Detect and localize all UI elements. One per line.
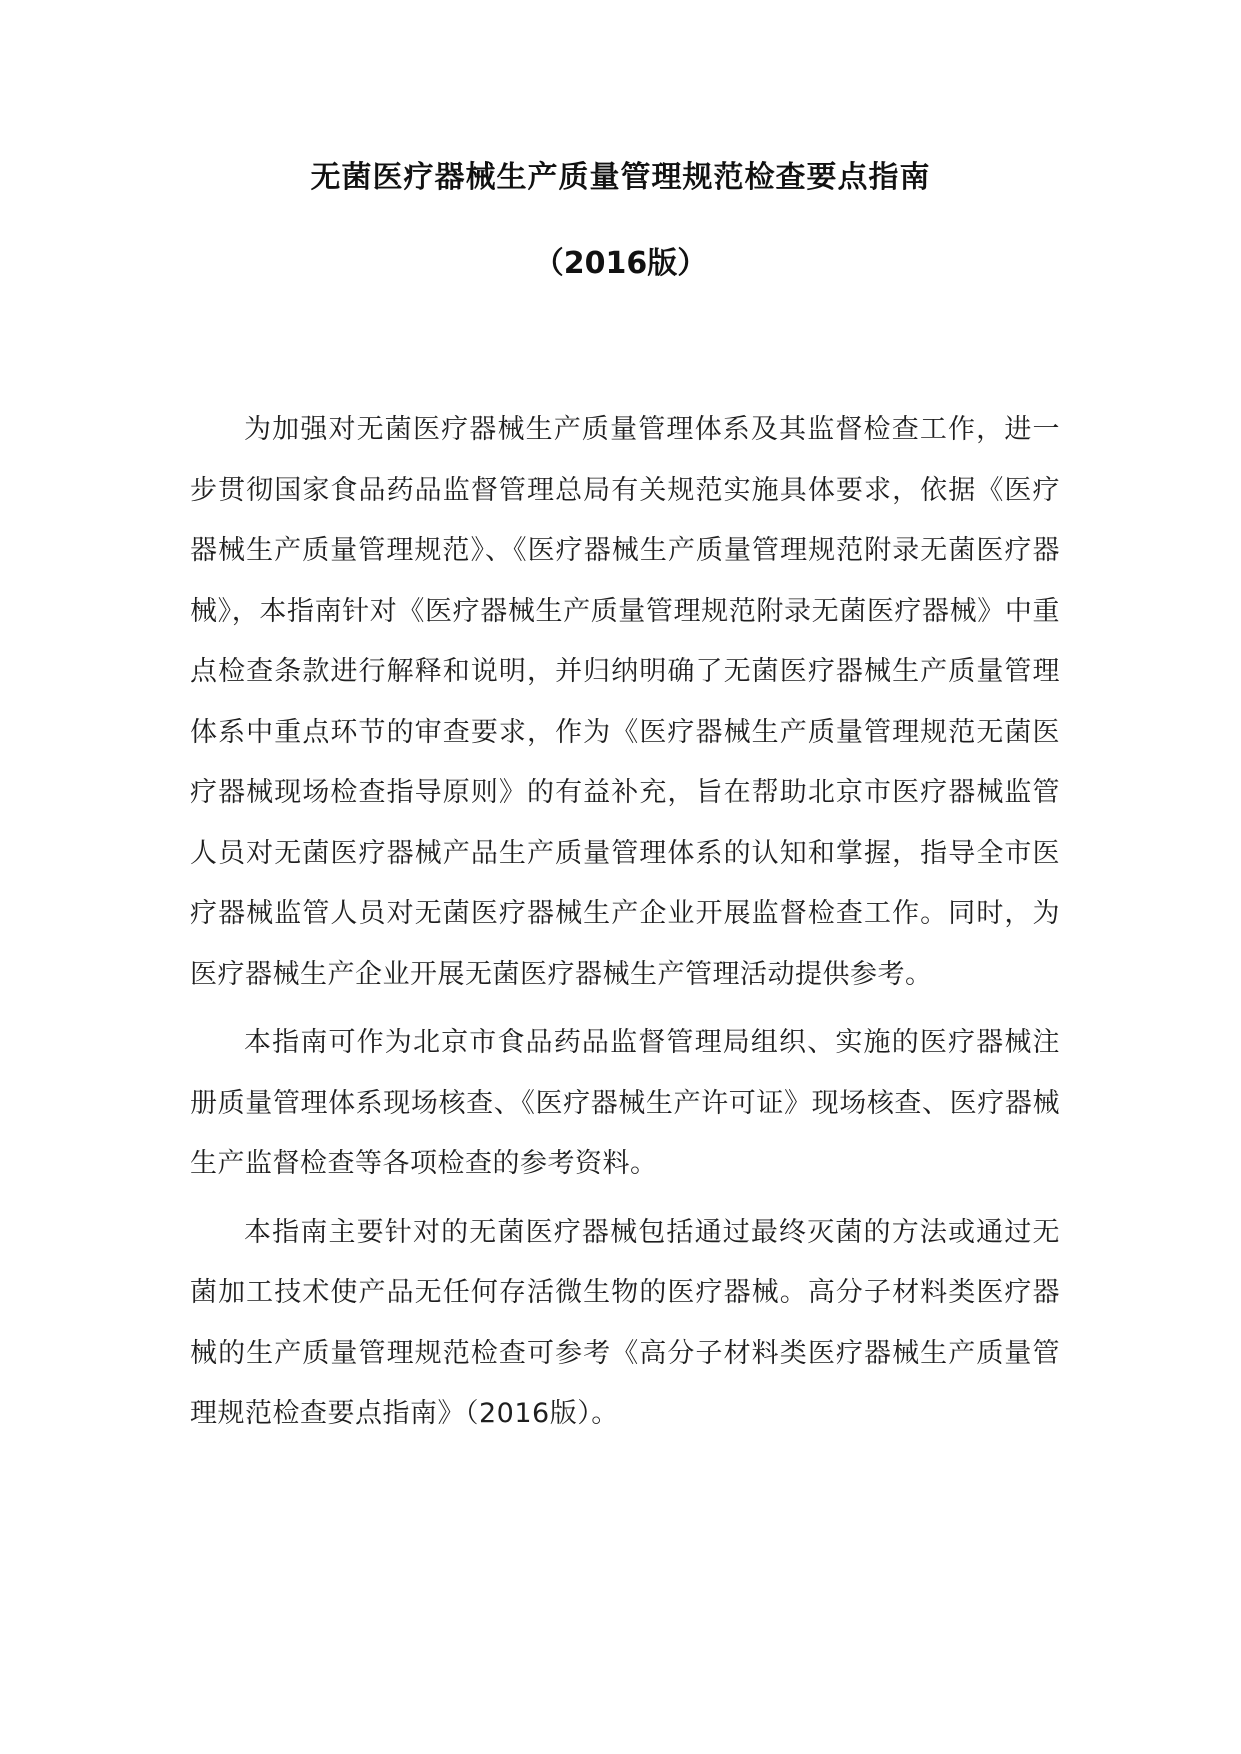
document-body	[190, 400, 1060, 1453]
document-title: 无菌医疗器械生产质量管理规范检查要点指南	[310, 160, 931, 195]
paragraph-usage: 本指南可作为北京市食品药品监督管理局组织、实施的医疗器械注册质量管理体系现场核查、《医疗器械生产许可证》现场核查、医疗器械生产监督检查等各项检查的参考资料。	[190, 1027, 1060, 1179]
document-edition: （2016版）	[533, 246, 708, 281]
paragraph-purpose: 为加强对无菌医疗器械生产质量管理体系及其监督检查工作，进一步贯彻国家食品药品监督管理总局有关规范实施具体要求，依据《医疗器械生产质量管理规范》、《医疗器械生产质量管理规范附录无菌医疗器械》，本指南针对《医疗器械生产质量管理规范附录无菌医疗器械》中重点检查条款进行解释和说明，并归纳明确了无菌医疗器械生产质量管理体系中重点环节的审查要求，作为《医疗器械生产质量管理规范无菌医疗器械现场检查指导原则》的有益补充，旨在帮助北京市医疗器械监管人员对无菌医疗器械产品生产质量管理体系的认知和掌握，指导全市医疗器械监管人员对无菌医疗器械生产企业开展监督检查工作。同时，为医疗器械生产企业开展无菌医疗器械生产管理活动提供参考。	[190, 414, 1060, 990]
paragraph-scope: 本指南主要针对的无菌医疗器械包括通过最终灭菌的方法或通过无菌加工技术使产品无任何存活微生物的医疗器械。高分子材料类医疗器械的生产质量管理规范检查可参考《高分子材料类医疗器械生产质量管理规范检查要点指南》（2016版）。	[190, 1216, 1060, 1429]
